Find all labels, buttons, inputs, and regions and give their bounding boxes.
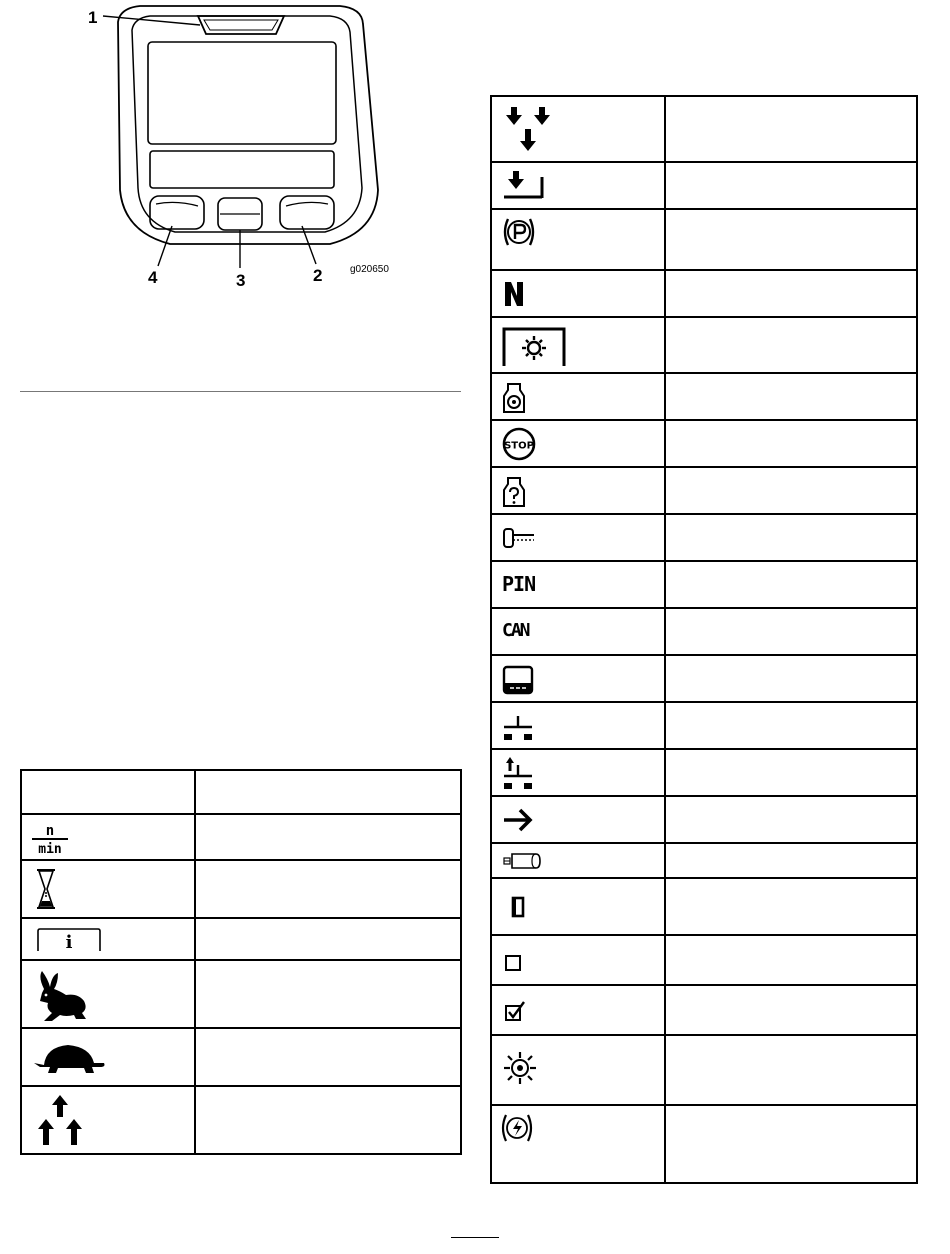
infocenter-figure bbox=[80, 0, 420, 300]
icon-cell bbox=[491, 1105, 665, 1183]
hourglass-icon bbox=[34, 867, 58, 911]
icon-cell bbox=[491, 162, 665, 209]
checkbox-checked-icon bbox=[504, 1000, 528, 1022]
lower-screen-strip bbox=[150, 151, 334, 188]
table-row bbox=[21, 1028, 461, 1086]
small-box-icon bbox=[510, 896, 526, 918]
callout-1: 1 bbox=[88, 8, 98, 27]
callout-4: 4 bbox=[148, 268, 158, 287]
stop-icon bbox=[501, 427, 537, 461]
table-row bbox=[491, 1035, 917, 1105]
table-row bbox=[491, 373, 917, 420]
indicator-lamp bbox=[198, 16, 284, 34]
main-screen bbox=[148, 42, 336, 144]
icon-cell bbox=[491, 608, 665, 655]
description-cell bbox=[665, 561, 917, 608]
description-cell bbox=[665, 467, 917, 514]
svg-text:i: i bbox=[65, 932, 73, 953]
icon-cell bbox=[491, 467, 665, 514]
icon-cell bbox=[491, 843, 665, 878]
description-cell bbox=[665, 843, 917, 878]
description-cell bbox=[665, 1105, 917, 1183]
description-cell bbox=[195, 860, 461, 918]
description-cell bbox=[195, 1086, 461, 1154]
icon-cell bbox=[491, 514, 665, 561]
joystick-up-icon bbox=[502, 755, 534, 791]
icon-cell bbox=[491, 270, 665, 317]
table-row bbox=[21, 1086, 461, 1154]
table-header-row bbox=[21, 770, 461, 814]
description-cell bbox=[195, 814, 461, 860]
rpm-n-per-min-icon bbox=[30, 821, 70, 855]
table-row bbox=[491, 467, 917, 514]
icon-cell bbox=[21, 1086, 195, 1154]
description-cell bbox=[665, 96, 917, 162]
description-cell bbox=[665, 420, 917, 467]
right-button bbox=[280, 196, 334, 229]
callout-2: 2 bbox=[313, 266, 323, 285]
icon-cell bbox=[491, 655, 665, 702]
icon-cell bbox=[491, 749, 665, 796]
sun-gear-icon bbox=[502, 1050, 538, 1086]
icon-cell bbox=[21, 1028, 195, 1086]
table-row bbox=[21, 918, 461, 960]
table-row bbox=[491, 843, 917, 878]
table-row bbox=[491, 209, 917, 270]
operator-seat-icon bbox=[502, 380, 526, 414]
operator-question-icon bbox=[502, 474, 526, 508]
pto-gear-icon bbox=[502, 326, 566, 366]
right-symbol-table bbox=[490, 95, 918, 1184]
icon-cell bbox=[491, 96, 665, 162]
description-cell bbox=[195, 960, 461, 1028]
description-cell bbox=[665, 878, 917, 935]
table-row bbox=[21, 960, 461, 1028]
header-cell bbox=[21, 770, 195, 814]
table-row bbox=[491, 749, 917, 796]
description-cell bbox=[665, 935, 917, 985]
description-cell bbox=[665, 749, 917, 796]
turtle-slow-icon bbox=[32, 1041, 108, 1077]
svg-text:n: n bbox=[45, 823, 55, 839]
icon-cell bbox=[491, 796, 665, 843]
description-cell bbox=[665, 702, 917, 749]
power-circle-icon bbox=[500, 1112, 534, 1144]
can-icon: CAN bbox=[502, 620, 529, 641]
icon-cell bbox=[21, 814, 195, 860]
description-cell bbox=[195, 1028, 461, 1086]
description-cell bbox=[665, 655, 917, 702]
rabbit-fast-icon bbox=[34, 969, 90, 1023]
svg-text:min: min bbox=[38, 842, 62, 855]
table-row bbox=[21, 814, 461, 860]
table-row bbox=[491, 1105, 917, 1183]
table-row bbox=[491, 162, 917, 209]
display-bezel-inner bbox=[132, 16, 362, 232]
display-panel-icon bbox=[502, 665, 534, 695]
table-row bbox=[491, 96, 917, 162]
section-divider bbox=[20, 391, 461, 392]
description-cell bbox=[665, 317, 917, 373]
description-cell bbox=[665, 162, 917, 209]
info-icon bbox=[36, 927, 102, 953]
icon-cell bbox=[491, 878, 665, 935]
table-row bbox=[491, 317, 917, 373]
table-row bbox=[21, 860, 461, 918]
table-row bbox=[491, 878, 917, 935]
left-symbol-table bbox=[20, 769, 462, 1155]
description-cell bbox=[665, 514, 917, 561]
icon-cell bbox=[491, 317, 665, 373]
callout-3: 3 bbox=[236, 271, 246, 290]
parking-brake-icon bbox=[502, 216, 536, 248]
description-cell bbox=[665, 209, 917, 270]
table-row bbox=[491, 608, 917, 655]
table-row bbox=[491, 796, 917, 843]
triple-up-arrows-icon bbox=[34, 1093, 86, 1149]
icon-cell bbox=[491, 702, 665, 749]
table-row bbox=[491, 561, 917, 608]
icon-cell bbox=[491, 985, 665, 1035]
table-row bbox=[491, 702, 917, 749]
key-icon bbox=[502, 527, 536, 549]
description-cell bbox=[665, 1035, 917, 1105]
checkbox-empty-icon bbox=[504, 954, 522, 972]
table-row bbox=[491, 655, 917, 702]
joystick-icon bbox=[502, 712, 534, 742]
neutral-n-icon bbox=[502, 280, 526, 308]
icon-cell bbox=[491, 935, 665, 985]
page-number-rule bbox=[451, 1237, 499, 1238]
description-cell bbox=[665, 608, 917, 655]
description-cell bbox=[665, 270, 917, 317]
figure-id: g020650 bbox=[350, 264, 389, 275]
table-row bbox=[491, 420, 917, 467]
icon-cell bbox=[491, 1035, 665, 1105]
icon-cell bbox=[491, 209, 665, 270]
float-down-arrow-icon bbox=[502, 169, 548, 201]
icon-cell bbox=[21, 860, 195, 918]
battery-cylinder-icon bbox=[502, 852, 542, 870]
icon-cell bbox=[21, 918, 195, 960]
icon-cell bbox=[491, 561, 665, 608]
icon-cell bbox=[491, 373, 665, 420]
header-cell bbox=[195, 770, 461, 814]
pin-icon: PIN bbox=[502, 572, 536, 596]
table-row bbox=[491, 935, 917, 985]
triple-down-arrows-icon bbox=[502, 105, 554, 155]
table-row bbox=[491, 270, 917, 317]
table-row bbox=[491, 514, 917, 561]
description-cell bbox=[665, 985, 917, 1035]
arrow-right-icon bbox=[502, 807, 534, 833]
description-cell bbox=[195, 918, 461, 960]
description-cell bbox=[665, 373, 917, 420]
description-cell bbox=[665, 796, 917, 843]
table-row bbox=[491, 985, 917, 1035]
icon-cell bbox=[491, 420, 665, 467]
icon-cell bbox=[21, 960, 195, 1028]
svg-text:STOP: STOP bbox=[504, 440, 534, 452]
